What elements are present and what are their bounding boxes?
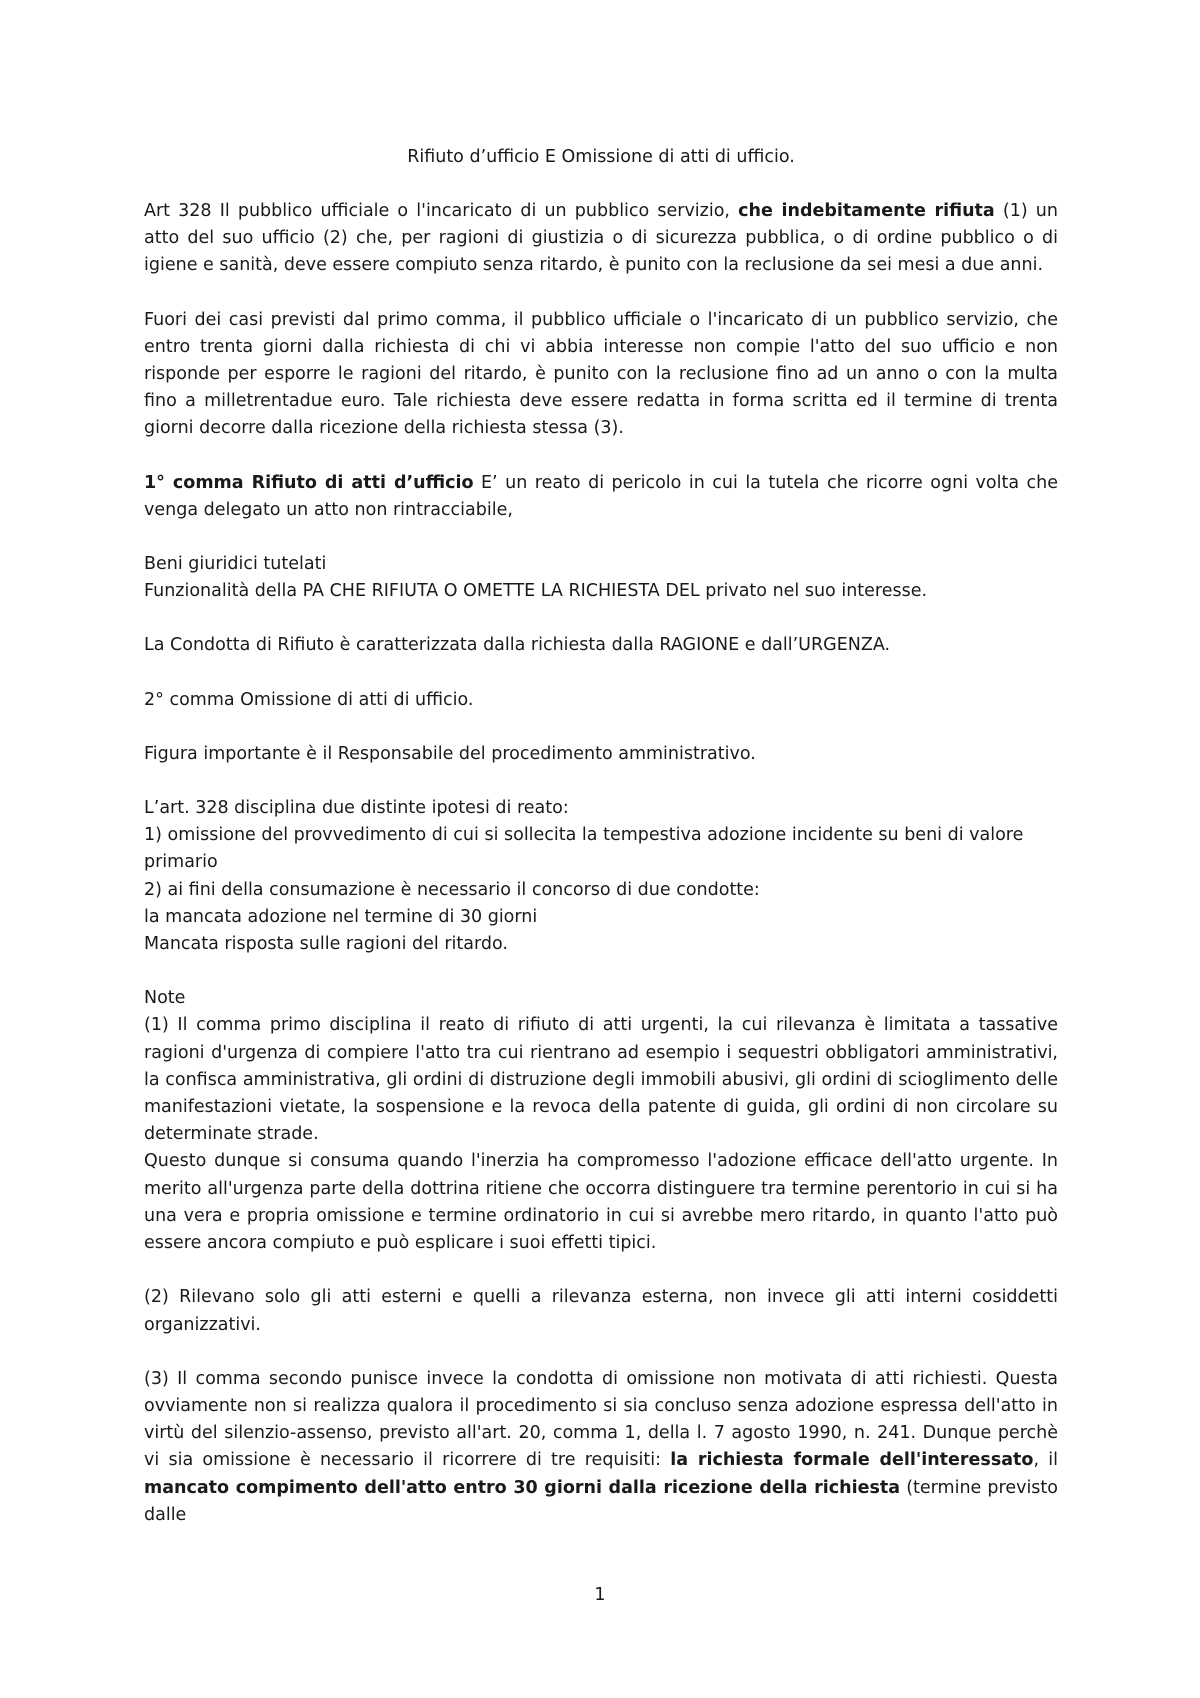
- document-body: [144, 198, 1058, 1529]
- note-1: (1) Il comma primo disciplina il reato di rifiuto di atti urgenti, la cui rilevanza è limitata a tassative ragioni d'urgenza di compiere l'atto tra cui rientrano ad esempio i sequestri obbligatori amministrativi, la confisca amministrativa, gli ordini di distruzione degli immobili abusivi, gli ordini di scioglimento delle manifestazioni vietate, la sospensione e la revoca della patente di guida, gli ordini di non circolare su determinate strade.: [144, 1015, 1058, 1145]
- note-3-bold-1: la richiesta formale dell'interessato: [670, 1450, 1034, 1471]
- note-3-text-c: , il: [1033, 1450, 1058, 1471]
- note-2: (2) Rilevano solo gli atti esterni e quelli a rilevanza esterna, non invece gli atti interni cosiddetti organizzativi.: [144, 1287, 1058, 1335]
- art328-text-a: Art 328 Il pubblico ufficiale o l'incaricato di un pubblico servizio,: [144, 201, 739, 221]
- note-3-text-a: (3) Il comma secondo punisce invece la condotta di omissione non motivata di atti richiesti. Questa ovviamente non si realizza qualora il procedimento si sia concluso senza adozione espressa dell'atto in virtù del silenzio-assenso, previsto all'art. 20, comma 1, della l. 7 agosto 1990, n. 241. Dunque perchè vi sia omissione è necessario il ricorrere di tre requisiti:: [144, 1368, 1058, 1471]
- art328-text-bold: che indebitamente rifiuta: [738, 201, 995, 221]
- note-3-text-e: (termine previsto dalle: [144, 1477, 1058, 1525]
- figura-paragraph: Figura importante è il Responsabile del procedimento amministrativo.: [144, 743, 756, 764]
- note-3-bold-2: mancato compimento dell'atto entro 30 giorni dalla ricezione della richiesta: [144, 1477, 901, 1498]
- ipotesi-line-3: la mancata adozione nel termine di 30 giorni: [144, 906, 538, 927]
- beni-heading: Beni giuridici tutelati: [144, 554, 327, 575]
- document-title: Rifiuto d’ufficio E Omissione di atti di ufficio.: [407, 147, 795, 167]
- comma2-heading: 2° comma Omissione di atti di ufficio.: [144, 689, 474, 710]
- page-number: 1: [594, 1585, 606, 1605]
- ipotesi-line-4: Mancata risposta sulle ragioni del ritardo.: [144, 934, 508, 955]
- ipotesi-item-1: 1) omissione del provvedimento di cui si sollecita la tempestiva adozione incidente su beni di valore primario: [144, 825, 1024, 873]
- beni-line: Funzionalità della PA CHE RIFIUTA O OMETTE LA RICHIESTA DEL privato nel suo interesse.: [144, 581, 928, 602]
- condotta-paragraph: La Condotta di Rifiuto è caratterizzata dalla richiesta dalla RAGIONE e dall’URGENZA.: [144, 635, 891, 656]
- fuori-paragraph: Fuori dei casi previsti dal primo comma, il pubblico ufficiale o l'incaricato di un pubblico servizio, che entro trenta giorni dalla richiesta di chi vi abbia interesse non compie l'atto del suo ufficio e non risponde per esporre le ragioni del ritardo, è punito con la reclusione fino ad un anno o con la multa fino a milletrentadue euro. Tale richiesta deve essere redatta in forma scritta ed il termine di trenta giorni decorre dalla ricezione della richiesta stessa (3).: [144, 309, 1058, 439]
- comma1-text: E’ un reato di pericolo in cui la tutela che ricorre ogni volta che venga delegato un atto non rintracciabile,: [144, 472, 1059, 520]
- art328-text-c: (1) un atto del suo ufficio (2) che, per ragioni di giustizia o di sicurezza pubblica, o di ordine pubblico o di igiene e sanità, deve essere compiuto senza ritardo, è punito con la reclusione da sei mesi a due anni.: [144, 201, 1058, 276]
- comma1-heading: 1° comma Rifiuto di atti d’ufficio: [144, 472, 474, 493]
- note-heading: Note: [144, 988, 186, 1009]
- ipotesi-intro: L’art. 328 disciplina due distinte ipotesi di reato:: [144, 798, 569, 819]
- note-1-continued: Questo dunque si consuma quando l'inerzia ha compromesso l'adozione efficace dell'atto urgente. In merito all'urgenza parte della dottrina ritiene che occorra distinguere tra termine perentorio in cui si ha una vera e propria omissione e termine ordinatorio in cui si avrebbe mero ritardo, in quanto l'atto può essere ancora compiuto e può esplicare i suoi effetti tipici.: [144, 1151, 1058, 1254]
- art328-paragraph: [144, 198, 1058, 280]
- comma1-paragraph: [144, 470, 1058, 524]
- ipotesi-item-2: 2) ai fini della consumazione è necessario il concorso di due condotte:: [144, 879, 760, 900]
- note-3: [144, 1366, 1058, 1529]
